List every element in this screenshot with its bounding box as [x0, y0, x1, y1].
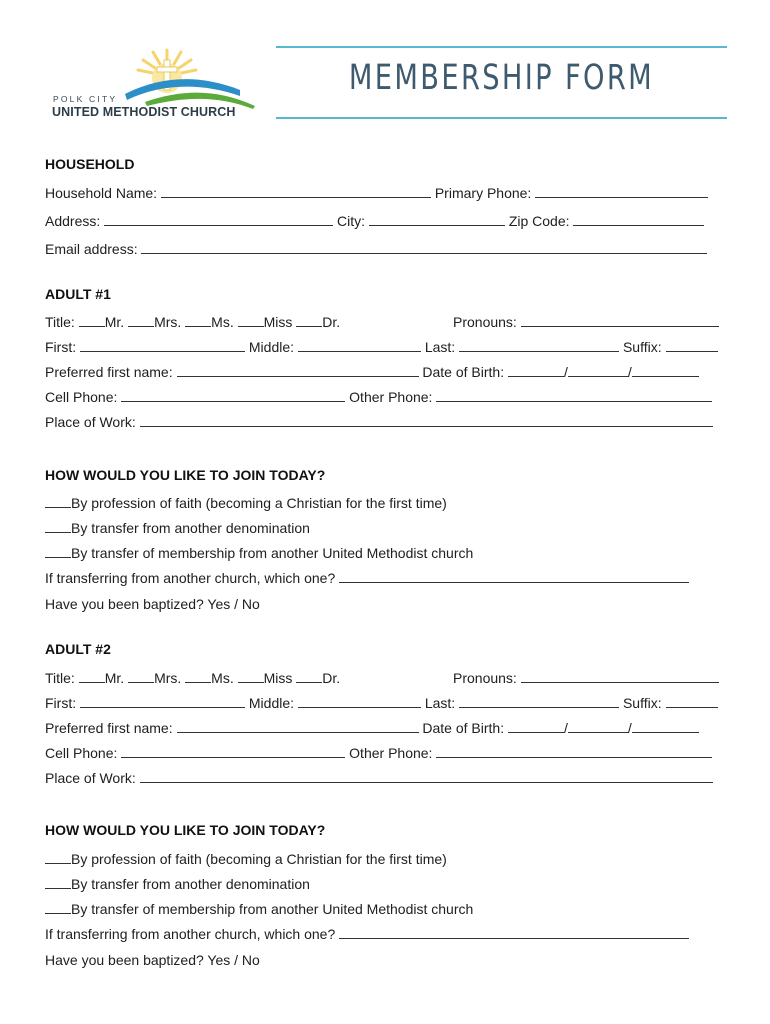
adult1-title-miss: Miss — [263, 314, 293, 330]
adult1-dob-label: Date of Birth: — [422, 364, 505, 380]
primary-phone-field[interactable] — [535, 185, 708, 198]
adult1-title-miss-blank[interactable] — [238, 314, 264, 327]
adult1-heading: ADULT #1 — [45, 286, 111, 302]
adult2-phone-row — [45, 745, 712, 761]
adult2-work-row — [45, 770, 713, 786]
adult1-preferred-label: Preferred first name: — [45, 364, 173, 380]
adult1-middle-field[interactable] — [298, 339, 421, 352]
join1-umc-blank[interactable] — [45, 545, 71, 558]
adult2-other-label: Other Phone: — [349, 745, 433, 761]
adult2-title-ms-blank[interactable] — [185, 670, 211, 683]
adult2-suffix-field[interactable] — [666, 695, 718, 708]
email-label: Email address: — [45, 241, 138, 257]
join1-option-profession — [45, 495, 447, 511]
church-logo — [50, 46, 265, 124]
adult2-preferred-row: Preferred first name: Date of Birth: / / — [45, 720, 699, 736]
join2-profession-blank[interactable] — [45, 851, 71, 864]
adult1-title-mrs-blank[interactable] — [128, 314, 154, 327]
join1-baptized: Have you been baptized? Yes / No — [45, 596, 260, 612]
adult1-pronouns-label: Pronouns: — [453, 314, 517, 330]
logo-church-name: UNITED METHODIST CHURCH — [52, 105, 236, 119]
join1-umc-label: By transfer of membership from another United Methodist church — [71, 545, 474, 561]
logo-city-text: POLK CITY — [53, 94, 118, 104]
join1-option-umc — [45, 545, 473, 561]
join1-denomination-blank[interactable] — [45, 520, 71, 533]
adult2-preferred-field[interactable] — [177, 720, 419, 733]
city-field[interactable] — [369, 213, 505, 226]
adult1-preferred-field[interactable] — [177, 364, 419, 377]
primary-phone-label: Primary Phone: — [434, 185, 532, 201]
adult1-title-mr-blank[interactable] — [79, 314, 105, 327]
adult2-title-mr-blank[interactable] — [79, 670, 105, 683]
adult2-pronouns-label: Pronouns: — [453, 670, 517, 686]
adult2-work-field[interactable] — [140, 770, 713, 783]
join1-profession-blank[interactable] — [45, 495, 71, 508]
email-field[interactable] — [141, 241, 707, 254]
adult1-preferred-row: Preferred first name: Date of Birth: / / — [45, 364, 699, 380]
adult1-dob-month[interactable] — [508, 364, 564, 377]
join1-which-row — [45, 570, 689, 586]
adult2-first-label: First: — [45, 695, 77, 711]
adult1-work-label: Place of Work: — [45, 414, 136, 430]
adult1-title-row — [45, 314, 340, 330]
join2-denomination-label: By transfer from another denomination — [71, 876, 310, 892]
cross-sunrise-icon — [105, 46, 255, 110]
join2-which-field[interactable] — [339, 926, 689, 939]
join2-umc-label: By transfer of membership from another United Methodist church — [71, 901, 474, 917]
adult1-pronouns-field[interactable] — [521, 314, 719, 327]
join1-heading: HOW WOULD YOU LIKE TO JOIN TODAY? — [45, 467, 326, 483]
adult1-other-label: Other Phone: — [349, 389, 433, 405]
adult1-cell-field[interactable] — [121, 389, 345, 402]
adult2-cell-label: Cell Phone: — [45, 745, 118, 761]
page-title: MEMBERSHIP FORM — [348, 58, 655, 98]
adult2-title-dr-blank[interactable] — [296, 670, 322, 683]
join2-baptized: Have you been baptized? Yes / No — [45, 952, 260, 968]
adult1-title-ms-blank[interactable] — [185, 314, 211, 327]
adult2-dob-year[interactable] — [632, 720, 699, 733]
adult2-suffix-label: Suffix: — [622, 695, 662, 711]
join1-profession-label: By profession of faith (becoming a Christian for the first time) — [71, 495, 447, 511]
adult2-middle-field[interactable] — [298, 695, 421, 708]
adult1-dob-day[interactable] — [568, 364, 628, 377]
join2-heading: HOW WOULD YOU LIKE TO JOIN TODAY? — [45, 822, 326, 838]
adult1-first-field[interactable] — [80, 339, 245, 352]
adult1-last-field[interactable] — [459, 339, 619, 352]
email-row — [45, 241, 707, 257]
join1-option-denomination — [45, 520, 310, 536]
adult1-dob-year[interactable] — [632, 364, 699, 377]
join2-denomination-blank[interactable] — [45, 876, 71, 889]
join2-which-row — [45, 926, 689, 942]
adult2-name-row — [45, 695, 718, 711]
adult2-pronouns-row — [453, 670, 719, 686]
title-rule-bottom — [276, 117, 727, 119]
join2-option-profession — [45, 851, 447, 867]
adult2-other-field[interactable] — [436, 745, 712, 758]
adult1-work-field[interactable] — [140, 414, 713, 427]
adult1-title-dr-blank[interactable] — [296, 314, 322, 327]
adult2-title-miss-blank[interactable] — [238, 670, 264, 683]
adult2-title-dr: Dr. — [322, 670, 341, 686]
address-field[interactable] — [104, 213, 333, 226]
adult2-title-ms: Ms. — [211, 670, 234, 686]
adult2-last-label: Last: — [424, 695, 456, 711]
join1-which-field[interactable] — [339, 570, 689, 583]
adult1-last-label: Last: — [424, 339, 456, 355]
title-rule-top — [276, 46, 727, 48]
adult1-title-ms: Ms. — [211, 314, 234, 330]
adult2-title-mr: Mr. — [104, 670, 125, 686]
adult1-name-row — [45, 339, 718, 355]
adult1-suffix-label: Suffix: — [622, 339, 662, 355]
adult2-first-field[interactable] — [80, 695, 245, 708]
adult1-phone-row — [45, 389, 712, 405]
adult2-title-miss: Miss — [263, 670, 293, 686]
adult2-title-label: Title: — [45, 670, 75, 686]
join2-option-umc — [45, 901, 473, 917]
adult1-pronouns-row — [453, 314, 719, 330]
adult2-pronouns-field[interactable] — [521, 670, 719, 683]
adult1-title-dr: Dr. — [322, 314, 341, 330]
join2-profession-label: By profession of faith (becoming a Christian for the first time) — [71, 851, 447, 867]
city-label: City: — [337, 213, 366, 229]
adult1-suffix-field[interactable] — [666, 339, 718, 352]
adult2-last-field[interactable] — [459, 695, 619, 708]
adult2-middle-label: Middle: — [248, 695, 295, 711]
adult1-title-mrs: Mrs. — [154, 314, 182, 330]
adult1-work-row — [45, 414, 713, 430]
adult1-middle-label: Middle: — [248, 339, 295, 355]
household-name-row — [45, 185, 708, 201]
adult2-title-row — [45, 670, 340, 686]
join2-option-denomination — [45, 876, 310, 892]
zip-field[interactable] — [573, 213, 704, 226]
adult2-dob-month[interactable] — [508, 720, 564, 733]
adult1-title-mr: Mr. — [104, 314, 125, 330]
join2-umc-blank[interactable] — [45, 901, 71, 914]
household-name-label: Household Name: — [45, 185, 158, 201]
adult1-other-field[interactable] — [436, 389, 712, 402]
adult2-title-mrs: Mrs. — [154, 670, 182, 686]
adult2-dob-label: Date of Birth: — [422, 720, 505, 736]
zip-label: Zip Code: — [508, 213, 570, 229]
join1-which-label: If transferring from another church, which one? — [45, 570, 336, 586]
adult2-preferred-label: Preferred first name: — [45, 720, 173, 736]
adult1-cell-label: Cell Phone: — [45, 389, 118, 405]
adult1-first-label: First: — [45, 339, 77, 355]
address-label: Address: — [45, 213, 101, 229]
join2-which-label: If transferring from another church, which one? — [45, 926, 336, 942]
adult2-title-mrs-blank[interactable] — [128, 670, 154, 683]
address-row — [45, 213, 704, 229]
household-name-field[interactable] — [161, 185, 431, 198]
household-heading: HOUSEHOLD — [45, 156, 135, 172]
join1-denomination-label: By transfer from another denomination — [71, 520, 310, 536]
adult2-dob-day[interactable] — [568, 720, 628, 733]
adult2-cell-field[interactable] — [121, 745, 345, 758]
adult2-work-label: Place of Work: — [45, 770, 136, 786]
adult1-title-label: Title: — [45, 314, 75, 330]
adult2-heading: ADULT #2 — [45, 641, 111, 657]
